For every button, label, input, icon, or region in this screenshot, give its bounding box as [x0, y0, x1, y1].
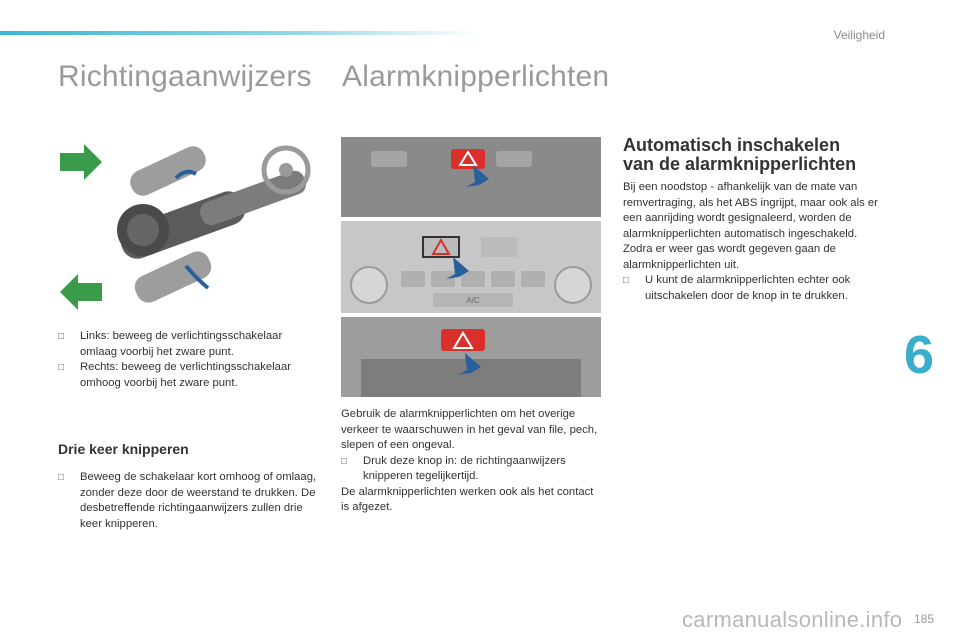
- bullet-text: U kunt de alarmknipperlichten echter ook uitschakelen door de knop in te drukken.: [645, 274, 851, 302]
- right-paragraph: Bij een noodstop - afhankelijk van de mate van remvertraging, als het ABS ingrijpt, maar ook als er een aanrijding wordt gesignaleerd, worden de alarmknipperlichten automatisch ingeschakeld.: [623, 181, 878, 240]
- title-alarmknipperlichten: Alarmknipperlichten: [342, 60, 610, 93]
- middle-paragraph-2: De alarmknipperlichten werken ook als het contact is afgezet.: [341, 485, 594, 513]
- stalk-illustration: [58, 138, 316, 316]
- heading-automatisch: [623, 136, 893, 174]
- bullet-hazard: [341, 454, 603, 485]
- heading-line-2: van de alarmknipperlichten: [623, 154, 857, 174]
- left-bullets: [58, 329, 318, 391]
- top-accent-bar: [0, 31, 480, 35]
- middle-paragraph-1: Gebruik de alarmknipperlichten om het overige verkeer te waarschuwen in het geval van file, pech, slepen of een ongeval.: [341, 408, 598, 451]
- bullet-drie-keer: [58, 470, 318, 532]
- chapter-number: 6: [904, 325, 935, 385]
- heading-line-1: Automatisch inschakelen: [623, 135, 841, 155]
- bullet-uitschakelen: [623, 273, 885, 304]
- page-number: 185: [914, 612, 935, 626]
- middle-text: [341, 407, 603, 516]
- bullet-marker-icon: □: [58, 362, 65, 373]
- bullet-marker-icon: □: [623, 275, 630, 286]
- right-text: [623, 180, 885, 304]
- bullet-marker-icon: □: [58, 472, 65, 483]
- bullet-right: [58, 360, 318, 391]
- subheading-drie-keer: Drie keer knipperen: [58, 441, 189, 457]
- right-paragraph-2: Zodra er weer gas wordt gegeven gaan de alarmknipperlichten uit.: [623, 243, 836, 271]
- bullet-marker-icon: □: [58, 331, 65, 342]
- bullet-left: [58, 329, 318, 360]
- bullet-text: Beweeg de schakelaar kort omhoog of omlaag, zonder deze door de weerstand te drukken. De desbetreffende richtingaanwijzers zullen drie keer knipperen.: [80, 471, 317, 530]
- watermark: carmanualsonline.info: [682, 607, 903, 632]
- bullet-marker-icon: □: [341, 455, 348, 467]
- hazard-button-illustration: [341, 137, 601, 397]
- bullet-text: Links: beweeg de verlichtingsschakelaar omlaag voorbij het zware punt.: [80, 330, 283, 358]
- left-sub-bullets: [58, 470, 318, 532]
- panel-ac-label: A/C: [466, 296, 480, 305]
- section-label: Veiligheid: [833, 28, 885, 42]
- bullet-text: Druk deze knop in: de richtingaanwijzers knipperen tegelijkertijd.: [363, 454, 566, 482]
- bullet-text: Rechts: beweeg de verlichtingsschakelaar omhoog voorbij het zware punt.: [80, 361, 291, 389]
- title-richtingaanwijzers: Richtingaanwijzers: [58, 60, 312, 93]
